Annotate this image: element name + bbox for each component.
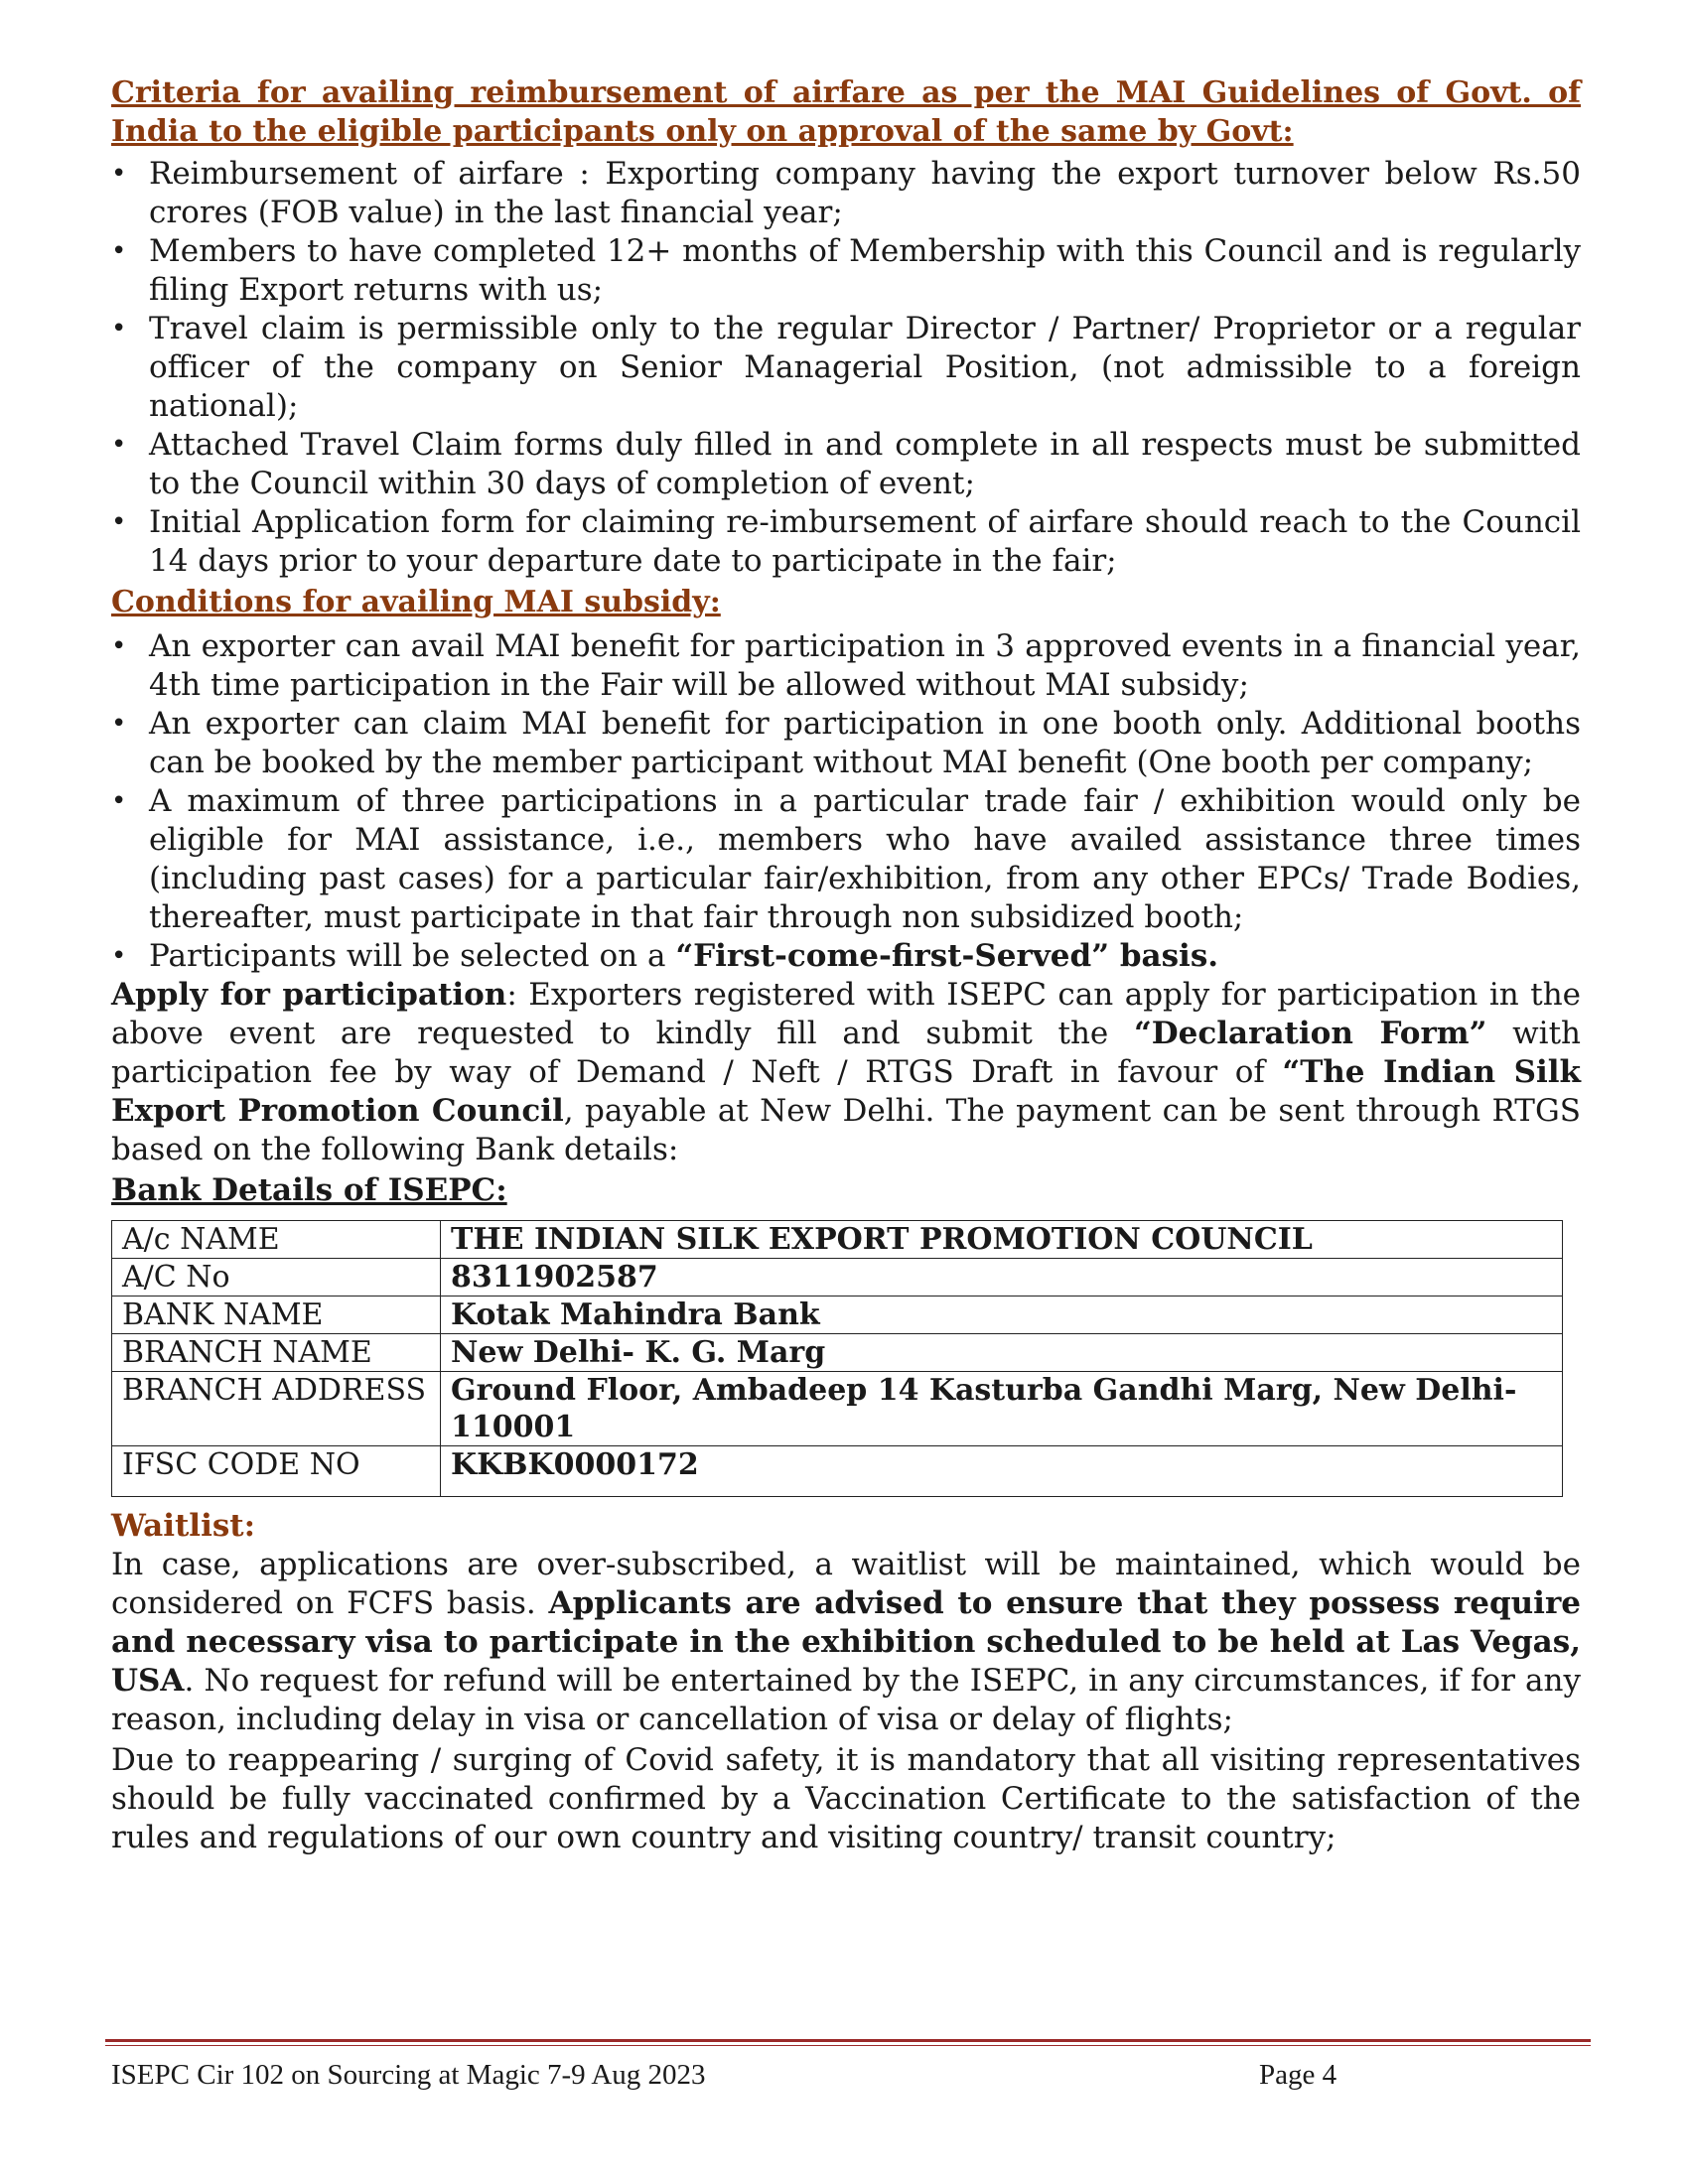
apply-text: with participation fee by way of Demand / Neft / RTGS Draft in favour of	[111, 1016, 1581, 1090]
waitlist-paragraph	[111, 1546, 1581, 1739]
bank-details-title: Bank Details of ISEPC:	[111, 1172, 507, 1208]
bank-label: BRANCH ADDRESS	[112, 1372, 441, 1446]
apply-label: Apply for participation	[111, 977, 507, 1013]
apply-paragraph	[111, 976, 1581, 1169]
fcfs-emphasis: “First-come-first-Served” basis.	[675, 938, 1219, 974]
bank-value: 8311902587	[441, 1259, 1563, 1297]
bank-label: BRANCH NAME	[112, 1334, 441, 1372]
waitlist-title: Waitlist:	[111, 1508, 256, 1544]
page-number: Page 4	[1259, 2059, 1337, 2091]
bank-label: A/C No	[112, 1259, 441, 1297]
payee-name: “The Indian Silk Export Promotion Council	[111, 1054, 1581, 1129]
table-row	[112, 1259, 1563, 1297]
list-item: • Travel claim is permissible only to the regular Director / Partner/ Proprietor or a regular officer of the company on Senior Managerial Position, (not admissible to a foreign national);	[111, 310, 1581, 426]
bank-value: Kotak Mahindra Bank	[441, 1297, 1563, 1334]
bank-label: BANK NAME	[112, 1297, 441, 1334]
bank-value: Ground Floor, Ambadeep 14 Kasturba Gandhi Marg, New Delhi-110001	[441, 1372, 1563, 1446]
table-row	[112, 1334, 1563, 1372]
bank-value: KKBK0000172	[441, 1446, 1563, 1497]
bank-value: THE INDIAN SILK EXPORT PROMOTION COUNCIL	[441, 1221, 1563, 1259]
list-item-text: Participants will be selected on a	[149, 938, 676, 974]
footer-divider	[105, 2045, 1591, 2046]
bank-label: A/c NAME	[112, 1221, 441, 1259]
list-item: • Initial Application form for claiming re-imbursement of airfare should reach to the Council 14 days prior to your departure date to participate in the fair;	[111, 503, 1581, 581]
footer-divider	[105, 2039, 1591, 2042]
table-row	[112, 1446, 1563, 1497]
list-item: • Members to have completed 12+ months of Membership with this Council and is regularly filing Export returns with us;	[111, 232, 1581, 310]
table-row	[112, 1221, 1563, 1259]
apply-text: , payable at New Delhi. The payment can be sent through RTGS based on the following Bank details:	[111, 1093, 1581, 1167]
list-item: • An exporter can avail MAI benefit for participation in 3 approved events in a financial year, 4th time participation in the Fair will be allowed without MAI subsidy;	[111, 627, 1581, 705]
list-item: • Reimbursement of airfare : Exporting company having the export turnover below Rs.50 crores (FOB value) in the last financial year;	[111, 155, 1581, 232]
waitlist-text: In case, applications are over-subscribed, a waitlist will be maintained, which would be considered on FCFS basis.	[111, 1547, 1581, 1621]
list-item: • Attached Travel Claim forms duly filled in and complete in all respects must be submitted to the Council within 30 days of completion of event;	[111, 426, 1581, 503]
bank-label: IFSC CODE NO	[112, 1446, 441, 1497]
table-row	[112, 1297, 1563, 1334]
waitlist-text: . No request for refund will be entertained by the ISEPC, in any circumstances, if for any reason, including delay in visa or cancellation of visa or delay of flights;	[111, 1663, 1581, 1737]
covid-paragraph: Due to reappearing / surging of Covid safety, it is mandatory that all visiting representatives should be fully vaccinated confirmed by a Vaccination Certificate to the satisfaction of the rules and regulations of our own country and visiting country/ transit country;	[111, 1742, 1581, 1855]
apply-text: : Exporters registered with ISEPC can apply for participation in the above event are requested to kindly fill and submit the	[111, 977, 1582, 1051]
page-content	[111, 73, 1581, 1857]
bank-details-table	[111, 1220, 1563, 1497]
bank-value: New Delhi- K. G. Marg	[441, 1334, 1563, 1372]
visa-advisory: Applicants are advised to ensure that they possess require and necessary visa to participate in the exhibition scheduled to be held at Las Vegas, USA	[111, 1585, 1581, 1699]
table-row	[112, 1372, 1563, 1446]
criteria-heading: Criteria for availing reimbursement of airfare as per the MAI Guidelines of Govt. of India to the eligible participants only on approval of the same by Govt:	[111, 75, 1581, 149]
declaration-form-name: “Declaration Form”	[1133, 1016, 1487, 1051]
list-item	[111, 937, 1581, 976]
conditions-heading: Conditions for availing MAI subsidy:	[111, 585, 721, 619]
list-item: • An exporter can claim MAI benefit for participation in one booth only. Additional booths can be booked by the member participant without MAI benefit (One booth per company;	[111, 705, 1581, 782]
criteria-list	[111, 155, 1581, 581]
footer-circular-ref: ISEPC Cir 102 on Sourcing at Magic 7-9 Aug 2023	[111, 2059, 706, 2091]
conditions-list	[111, 627, 1581, 976]
list-item: • A maximum of three participations in a particular trade fair / exhibition would only be eligible for MAI assistance, i.e., members who have availed assistance three times (including past cases) for a particular fair/exhibition, from any other EPCs/ Trade Bodies, thereafter, must participate in that fair through non subsidized booth;	[111, 782, 1581, 937]
